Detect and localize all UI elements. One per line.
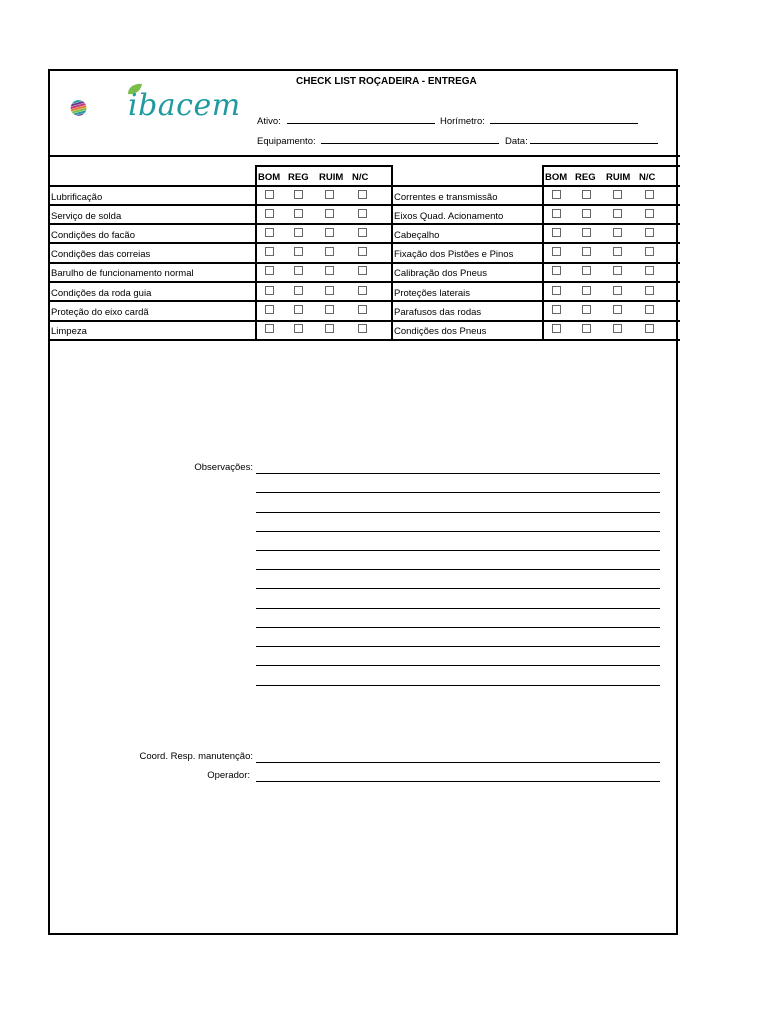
checkbox-right-reg[interactable] <box>582 266 591 275</box>
observacoes-line[interactable] <box>256 627 660 628</box>
right-item-eixos-quad: Eixos Quad. Acionamento <box>394 211 504 222</box>
horimetro-line <box>490 115 638 124</box>
right-item-fixacao: Fixação dos Pistões e Pinos <box>394 249 514 260</box>
data-field[interactable] <box>505 135 658 147</box>
logo-wordmark: ibacem <box>128 88 241 123</box>
checkbox-right-bom[interactable] <box>552 324 561 333</box>
observacoes-line[interactable] <box>256 588 660 589</box>
right-item-pneus: Condições dos Pneus <box>394 326 487 337</box>
right-col-border <box>542 165 544 340</box>
ativo-label: Ativo: <box>257 116 281 127</box>
coord-signature-line[interactable] <box>256 762 660 763</box>
observacoes-line[interactable] <box>256 473 660 474</box>
checkbox-right-reg[interactable] <box>582 209 591 218</box>
checkbox-left-ruim[interactable] <box>325 286 334 295</box>
observacoes-line[interactable] <box>256 685 660 686</box>
checkbox-right-nc[interactable] <box>645 324 654 333</box>
checkbox-right-nc[interactable] <box>645 247 654 256</box>
checkbox-right-bom[interactable] <box>552 305 561 314</box>
checkbox-right-bom[interactable] <box>552 190 561 199</box>
horimetro-field[interactable] <box>440 115 638 127</box>
observacoes-line[interactable] <box>256 646 660 647</box>
col-header-bom-left: BOM <box>258 172 281 183</box>
checkbox-left-reg[interactable] <box>294 209 303 218</box>
right-item-parafusos: Parafusos das rodas <box>394 307 482 318</box>
mid-col-border <box>391 165 393 340</box>
right-item-correntes: Correntes e transmissão <box>394 192 498 203</box>
row-line <box>48 281 680 283</box>
left-item-barulho: Barulho de funcionamento normal <box>51 268 194 279</box>
ativo-field[interactable] <box>257 115 435 127</box>
checkbox-right-nc[interactable] <box>645 228 654 237</box>
row-line <box>48 242 680 244</box>
checkbox-left-reg[interactable] <box>294 247 303 256</box>
checkbox-left-ruim[interactable] <box>325 324 334 333</box>
checkbox-left-reg[interactable] <box>294 324 303 333</box>
checkbox-left-nc[interactable] <box>358 305 367 314</box>
equipamento-label: Equipamento: <box>257 136 316 147</box>
checkbox-left-bom[interactable] <box>265 266 274 275</box>
right-item-protecoes: Proteções laterais <box>394 288 471 299</box>
observacoes-line[interactable] <box>256 512 660 513</box>
checkbox-left-ruim[interactable] <box>325 247 334 256</box>
checkbox-left-reg[interactable] <box>294 190 303 199</box>
left-item-eixo-carda: Proteção do eixo cardã <box>51 307 149 318</box>
observacoes-line[interactable] <box>256 608 660 609</box>
col-header-reg-left: REG <box>288 172 309 183</box>
col-header-ruim-right: RUIM <box>606 172 631 183</box>
checkbox-left-reg[interactable] <box>294 228 303 237</box>
checkbox-left-reg[interactable] <box>294 266 303 275</box>
checkbox-left-bom[interactable] <box>265 305 274 314</box>
checkbox-left-nc[interactable] <box>358 247 367 256</box>
row-line <box>48 185 680 187</box>
checkbox-left-bom[interactable] <box>265 228 274 237</box>
checkbox-right-reg[interactable] <box>582 286 591 295</box>
checkbox-right-reg[interactable] <box>582 305 591 314</box>
checkbox-right-ruim[interactable] <box>613 286 622 295</box>
checkbox-left-reg[interactable] <box>294 286 303 295</box>
checkbox-right-reg[interactable] <box>582 228 591 237</box>
checkbox-right-reg[interactable] <box>582 324 591 333</box>
checkbox-left-nc[interactable] <box>358 324 367 333</box>
checkbox-left-bom[interactable] <box>265 286 274 295</box>
operador-signature-line[interactable] <box>256 781 660 782</box>
checkbox-left-nc[interactable] <box>358 266 367 275</box>
equipamento-field[interactable] <box>257 135 499 147</box>
checkbox-left-ruim[interactable] <box>325 228 334 237</box>
right-item-cabecalho: Cabeçalho <box>394 230 440 241</box>
checkbox-right-nc[interactable] <box>645 266 654 275</box>
col-header-ruim-left: RUIM <box>319 172 344 183</box>
checkbox-right-bom[interactable] <box>552 247 561 256</box>
left-col-border <box>255 165 257 340</box>
coord-label: Coord. Resp. manutenção: <box>139 751 253 762</box>
right-item-calibracao: Calibração dos Pneus <box>394 268 487 279</box>
left-item-condicoes-correias: Condições das correias <box>51 249 151 260</box>
col-header-reg-right: REG <box>575 172 596 183</box>
col-header-bom-right: BOM <box>545 172 568 183</box>
left-item-lubrificacao: Lubrificação <box>51 192 103 203</box>
observacoes-line[interactable] <box>256 531 660 532</box>
checkbox-right-ruim[interactable] <box>613 228 622 237</box>
page-title: CHECK LIST ROÇADEIRA - ENTREGA <box>296 76 477 87</box>
left-col-top-border <box>255 165 392 167</box>
checkbox-right-ruim[interactable] <box>613 305 622 314</box>
observacoes-line[interactable] <box>256 569 660 570</box>
checkbox-right-reg[interactable] <box>582 190 591 199</box>
checkbox-right-ruim[interactable] <box>613 247 622 256</box>
checkbox-left-ruim[interactable] <box>325 190 334 199</box>
data-label: Data: <box>505 136 528 147</box>
checkbox-right-ruim[interactable] <box>613 266 622 275</box>
checkbox-left-bom[interactable] <box>265 190 274 199</box>
checkbox-right-bom[interactable] <box>552 266 561 275</box>
checkbox-right-nc[interactable] <box>645 209 654 218</box>
observacoes-line[interactable] <box>256 492 660 493</box>
observacoes-line[interactable] <box>256 665 660 666</box>
horimetro-label: Horímetro: <box>440 116 485 127</box>
row-line <box>48 300 680 302</box>
equipamento-line <box>321 135 499 144</box>
checkbox-right-bom[interactable] <box>552 209 561 218</box>
row-line <box>48 223 680 225</box>
operador-label: Operador: <box>207 770 250 781</box>
data-line <box>530 135 658 144</box>
right-col-top-border <box>543 165 680 167</box>
checkbox-right-ruim[interactable] <box>613 324 622 333</box>
checkbox-right-nc[interactable] <box>645 305 654 314</box>
row-line <box>48 204 680 206</box>
col-header-nc-left: N/C <box>352 172 369 183</box>
checkbox-left-nc[interactable] <box>358 228 367 237</box>
row-line <box>48 320 680 322</box>
observacoes-label: Observações: <box>194 462 253 473</box>
row-line <box>48 262 680 264</box>
row-line <box>48 339 680 341</box>
checkbox-left-bom[interactable] <box>265 209 274 218</box>
checkbox-right-ruim[interactable] <box>613 209 622 218</box>
checkbox-right-ruim[interactable] <box>613 190 622 199</box>
ibacem-logo-icon <box>70 84 130 134</box>
checkbox-left-bom[interactable] <box>265 247 274 256</box>
checkbox-left-ruim[interactable] <box>325 209 334 218</box>
col-header-nc-right: N/C <box>639 172 656 183</box>
checkbox-left-nc[interactable] <box>358 286 367 295</box>
checkbox-left-reg[interactable] <box>294 305 303 314</box>
checkbox-right-bom[interactable] <box>552 228 561 237</box>
checkbox-right-reg[interactable] <box>582 247 591 256</box>
header-divider <box>48 155 680 157</box>
left-item-servico-solda: Serviço de solda <box>51 211 122 222</box>
left-item-limpeza: Limpeza <box>51 326 87 337</box>
checkbox-right-nc[interactable] <box>645 286 654 295</box>
checkbox-left-ruim[interactable] <box>325 305 334 314</box>
ativo-line <box>287 115 435 124</box>
checkbox-left-bom[interactable] <box>265 324 274 333</box>
checkbox-right-bom[interactable] <box>552 286 561 295</box>
checkbox-left-nc[interactable] <box>358 209 367 218</box>
checkbox-left-nc[interactable] <box>358 190 367 199</box>
left-item-roda-guia: Condições da roda guia <box>51 288 152 299</box>
checkbox-right-nc[interactable] <box>645 190 654 199</box>
checkbox-left-ruim[interactable] <box>325 266 334 275</box>
observacoes-line[interactable] <box>256 550 660 551</box>
left-item-condicoes-facao: Condições do facão <box>51 230 135 241</box>
